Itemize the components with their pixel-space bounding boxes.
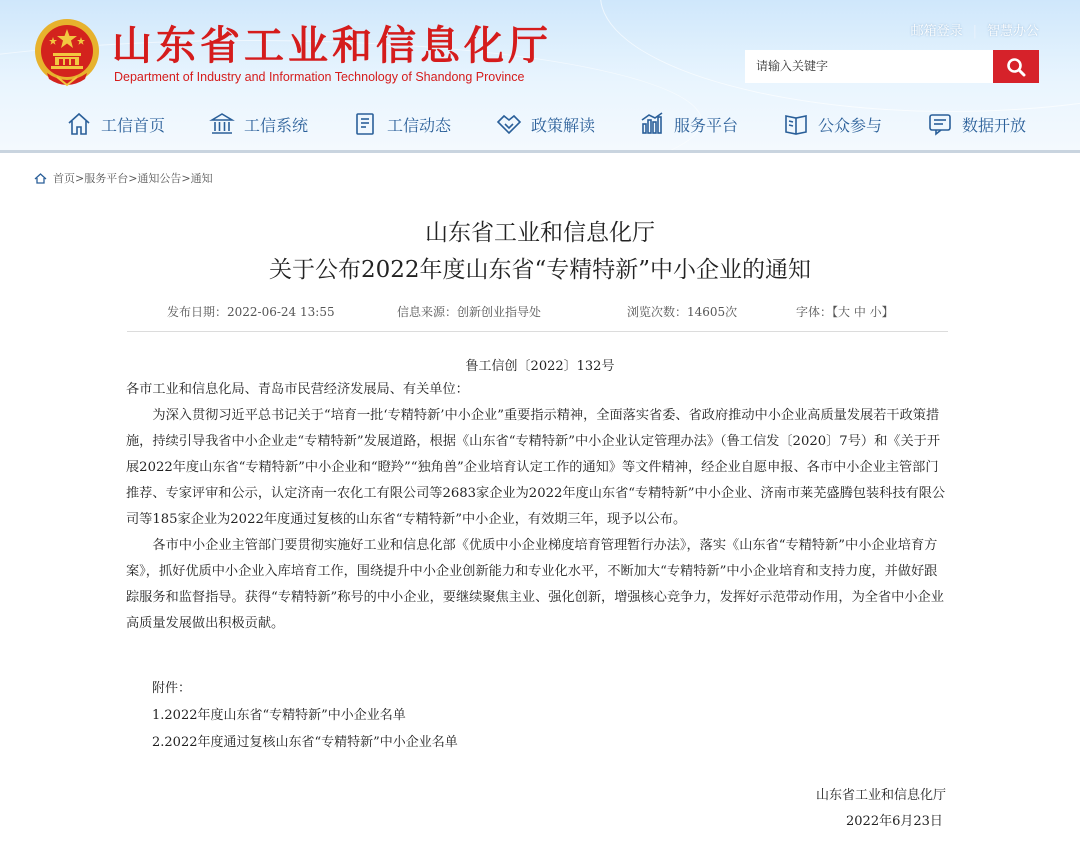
site-title: 山东省工业和信息化厅 xyxy=(112,22,552,69)
nav-item-policy[interactable] xyxy=(496,106,639,142)
search-button[interactable] xyxy=(993,50,1039,83)
sign-date: 2022年6月23日 xyxy=(846,814,943,829)
chart-icon xyxy=(639,111,665,137)
nav-item-public[interactable] xyxy=(783,106,927,142)
search-icon xyxy=(1006,57,1026,77)
nav-item-home[interactable] xyxy=(66,106,209,142)
message-icon xyxy=(927,111,953,137)
signature: 山东省工业和信息化厅 xyxy=(816,788,947,803)
attachment-link[interactable]: 2.2022年度通过复核山东省“专精特新”中小企业名单 xyxy=(152,735,458,750)
breadcrumb-path[interactable]: 首页>服务平台>通知公告>通知 xyxy=(53,172,213,185)
document-number: 鲁工信创〔2022〕132号 xyxy=(465,359,615,374)
meta-divider xyxy=(127,331,948,332)
nav-label: 数据开放 xyxy=(962,115,1027,135)
nav-label: 公众参与 xyxy=(818,115,883,135)
article-title-line2: 关于公布2022年度山东省“专精特新”中小企业的通知 xyxy=(268,257,812,283)
nav-item-system[interactable] xyxy=(209,106,352,142)
publish-date: 发布日期：2022-06-24 13:55 xyxy=(167,305,335,319)
info-source: 信息来源：创新创业指导处 xyxy=(397,305,542,319)
search-input[interactable]: 请输入关键字 xyxy=(745,50,993,83)
font-size-switcher[interactable]: 字体：【大 中 小】 xyxy=(796,305,894,319)
article-title-line1: 山东省工业和信息化厅 xyxy=(425,220,655,246)
news-icon xyxy=(352,111,378,137)
paragraph: 各市中小企业主管部门要贯彻实施好工业和信息化部《优质中小企业梯度培育管理暂行办法》，落实《山东省“专精特新”中小企业培育方案》，抓好优质中小企业入库培育工作，围绕提升中小企业创新能力和专业化水平，不断加大“专精特新”中小企业培育和支持力度，并做好跟踪服务和监督指导。获得“专精特新”称号的中小企业，要继续聚焦主业、强化创新，增强核心竞争力，发挥好示范带动作用，为全省中小企业高质量发展做出积极贡献。 xyxy=(126,538,944,631)
view-count: 浏览次数：14605次 xyxy=(627,305,738,319)
nav-item-data[interactable] xyxy=(927,106,1037,142)
top-links xyxy=(911,20,1039,39)
mail-login-link[interactable]: 邮箱登录 xyxy=(910,24,963,39)
nav-label: 工信首页 xyxy=(101,115,166,135)
attachment-link[interactable]: 1.2022年度山东省“专精特新”中小企业名单 xyxy=(152,708,406,723)
nav-item-news[interactable] xyxy=(352,106,496,142)
handshake-icon xyxy=(496,111,522,137)
breadcrumb xyxy=(34,170,213,186)
home-icon xyxy=(66,111,92,137)
smart-office-link[interactable]: 智慧办公 xyxy=(986,24,1039,39)
paragraph: 为深入贯彻习近平总书记关于“培育一批‘专精特新’中小企业”重要指示精神，全面落实省委、省政府推动中小企业高质量发展若干政策措施，持续引导我省中小企业走“专精特新”发展道路，根据《山东省“专精特新”中小企业认定管理办法》（鲁工信发〔2020〕7号）和《关于开展2022年度山东省“专精特新”中小企业和“瞪羚”“独角兽”企业培育认定工作的通知》等文件精神，经企业自愿申报、各市中小企业主管部门推荐、专家评审和公示，认定济南一农化工有限公司等2683家企业为2022年度山东省“专精特新”中小企业、济南市莱芜盛腾包装科技有限公司等185家企业为2022年度通过复核的山东省“专精特新”中小企业，有效期三年，现予以公布。 xyxy=(126,408,946,527)
nav-label: 服务平台 xyxy=(674,115,739,135)
main-nav xyxy=(66,106,1037,142)
article-body xyxy=(126,377,950,637)
nav-label: 工信动态 xyxy=(387,115,452,135)
site-subtitle: Department of Industry and Information Technology of Shandong Province xyxy=(114,70,525,84)
nav-label: 政策解读 xyxy=(531,115,596,135)
salutation: 各市工业和信息化局、青岛市民营经济发展局、有关单位： xyxy=(126,382,469,397)
nav-item-service[interactable] xyxy=(639,106,783,142)
search-bar xyxy=(745,50,1039,83)
book-icon xyxy=(783,111,809,137)
nav-label: 工信系统 xyxy=(244,115,309,135)
link-separator: | xyxy=(972,24,977,39)
home-icon xyxy=(34,173,47,184)
article-meta xyxy=(0,303,1080,323)
building-icon xyxy=(209,111,235,137)
site-header xyxy=(0,0,1080,153)
attachments-label: 附件： xyxy=(152,681,192,696)
national-emblem-icon xyxy=(33,17,101,89)
